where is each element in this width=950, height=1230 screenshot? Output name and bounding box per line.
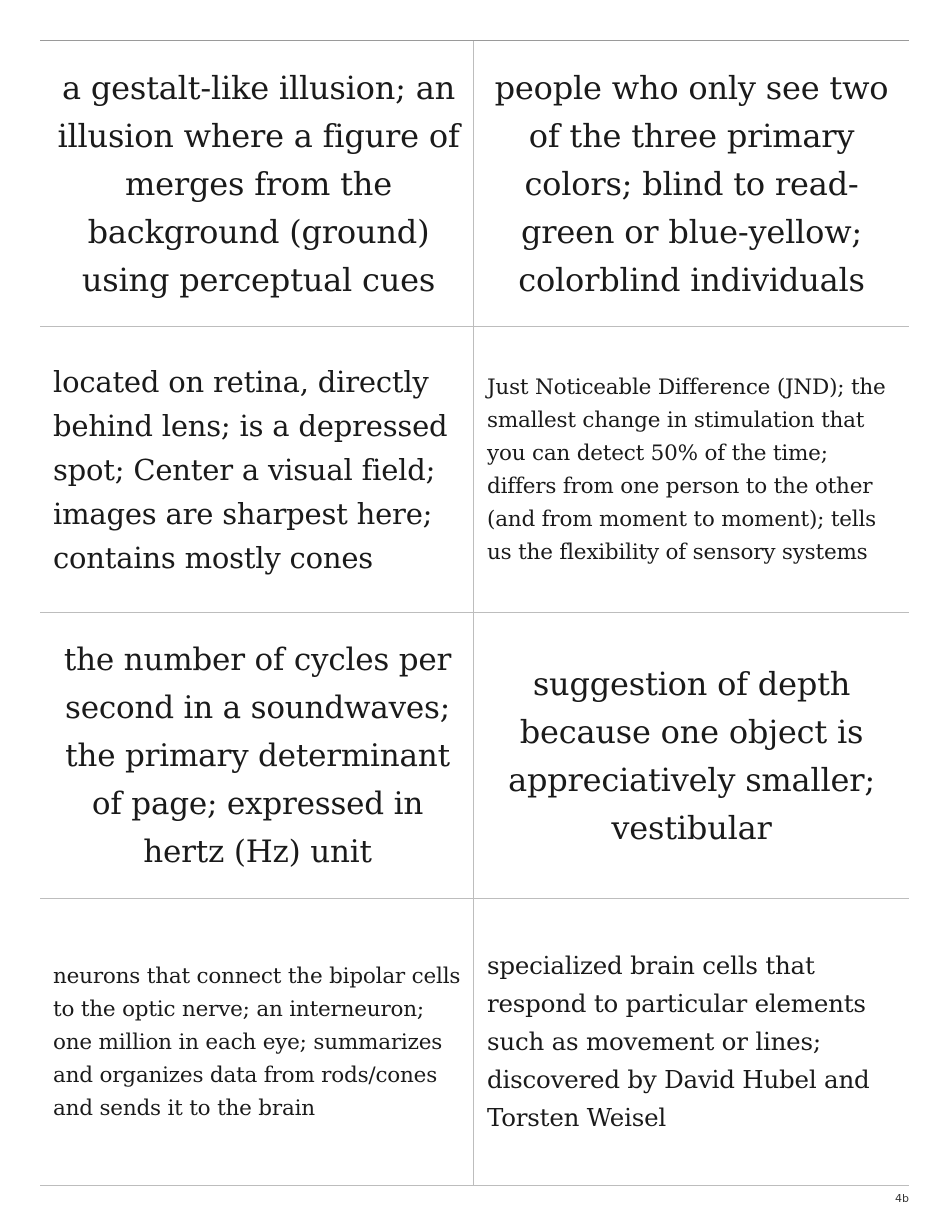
- flashcard-8: [474, 899, 909, 1186]
- flashcard-2: [474, 41, 909, 327]
- card-text: people who only see two of the three primary colors; blind to read-green or blue-yellow; colorblind individuals: [494, 68, 889, 299]
- flashcard-sheet: [40, 40, 909, 1187]
- card-text: specialized brain cells that respond to particular elements such as movement or lines; discovered by David Hubel and Torsten Weisel: [487, 951, 870, 1132]
- card-text: Just Noticeable Difference (JND); the smallest change in stimulation that you can detect 50% of the time; differs from one person to the other (and from moment to moment); tells us the flexibility of sensory systems: [487, 374, 886, 565]
- flashcard-1: [40, 41, 474, 327]
- page-number: 4b: [895, 1192, 909, 1205]
- flashcard-4: [474, 327, 909, 613]
- card-text: the number of cycles per second in a soundwaves; the primary determinant of page; expressed in hertz (Hz) unit: [63, 641, 452, 870]
- card-text: a gestalt-like illusion; an illusion where a figure of merges from the background (ground) using perceptual cues: [57, 68, 460, 299]
- flashcard-7: [40, 899, 474, 1186]
- card-text: neurons that connect the bipolar cells to the optic nerve; an interneuron; one million in each eye; summarizes and organizes data from rods/cones and sends it to the brain: [53, 963, 461, 1121]
- card-text: suggestion of depth because one object is appreciatively smaller; vestibular: [508, 664, 875, 847]
- flashcard-6: [474, 613, 909, 899]
- flashcard-3: [40, 327, 474, 613]
- card-text: located on retina, directly behind lens; is a depressed spot; Center a visual field; images are sharpest here; contains mostly cones: [53, 364, 448, 575]
- flashcard-5: [40, 613, 474, 899]
